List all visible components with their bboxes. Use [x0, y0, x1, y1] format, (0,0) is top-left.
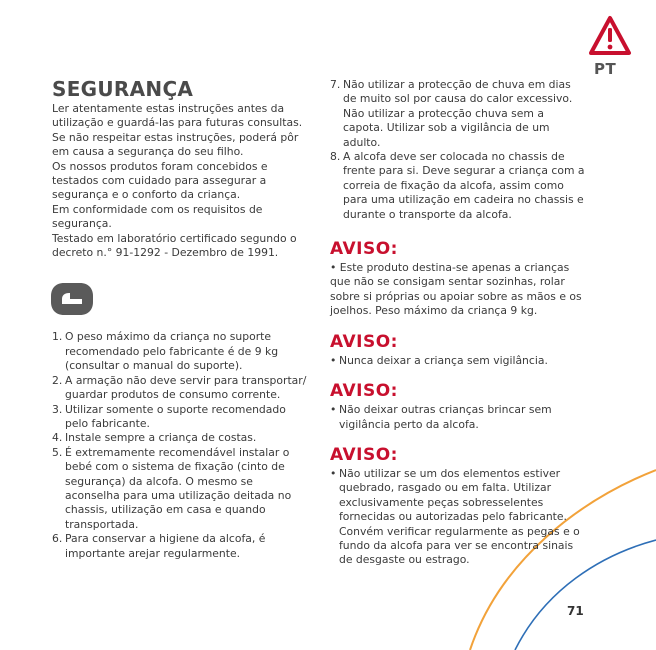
instructions-list-left: [52, 330, 310, 561]
item-number: 2.: [52, 373, 63, 387]
item-number: 1.: [52, 330, 63, 344]
warning-text: • Este produto destina-se apenas a crianças que não se consigam sentar sozinhas, rolar sobre si próprias ou apoiar sobre as mãos e os joelhos. Peso máximo da criança 9 kg.: [330, 261, 582, 318]
item-number: 6.: [52, 532, 63, 546]
warning-triangle-icon: [588, 15, 632, 57]
item-number: 5.: [52, 445, 63, 459]
warning-title: AVISO:: [330, 381, 398, 402]
item-text: A armação não deve servir para transportar/ guardar produtos de consumo corrente.: [65, 373, 307, 402]
warning-block: [330, 333, 586, 368]
intro-paragraph: Testado em laboratório certificado segundo o decreto n.° 91-1292 - Dezembro de 1991.: [52, 231, 297, 260]
page-title: SEGURANÇA: [52, 77, 194, 101]
warning-title: AVISO:: [330, 331, 398, 352]
item-number: 8.: [330, 150, 341, 164]
warning-text: • Não deixar outras crianças brincar sem vigilância perto da alcofa.: [330, 403, 586, 432]
instructions-list-right: [330, 78, 586, 222]
item-number: 3.: [52, 402, 63, 416]
list-item: [52, 431, 310, 445]
intro-paragraph: Ler atentamente estas instruções antes da utilização e guardá-las para futuras consultas. Se não respeitar estas instruções, poderá pôr em causa a segurança do seu filho.: [52, 102, 303, 159]
left-column: [52, 78, 310, 561]
intro-paragraph: Os nossos produtos foram concebidos e testados com cuidado para assegurar a segurança e o conforto da criança.: [52, 159, 268, 202]
list-item: [52, 532, 310, 561]
item-text: Para conservar a higiene da alcofa, é importante arejar regularmente.: [65, 532, 266, 560]
item-number: 7.: [330, 78, 341, 91]
list-item: [52, 330, 310, 373]
intro-text: [52, 102, 310, 260]
list-item: [52, 374, 310, 403]
item-text: Não utilizar a protecção de chuva em dias de muito sol por causa do calor excessivo. Não utilizar a protecção chuva sem a capota. Utilizar sob a vigilância de um adulto.: [343, 78, 573, 149]
list-item: [52, 446, 310, 532]
list-item: [330, 78, 586, 150]
warning-title: AVISO:: [330, 239, 398, 260]
warning-title: AVISO:: [330, 444, 398, 465]
warning-block: [330, 382, 586, 432]
item-text: O peso máximo da criança no suporte recomendado pelo fabricante é de 9 kg (consultar o manual do suporte).: [65, 330, 279, 373]
warning-text: • Nunca deixar a criança sem vigilância.: [330, 354, 586, 368]
warning-block: [330, 240, 586, 319]
list-item: [330, 150, 586, 222]
page-number: 71: [567, 604, 584, 618]
item-text: É extremamente recomendável instalar o bebé com o sistema de fixação (cinto de segurança) da alcofa. O mesmo se aconselha para uma utilização deitada no chassis, utilização em casa e quando transportada.: [65, 445, 292, 531]
warning-text: • Não utilizar se um dos elementos estiver quebrado, rasgado ou em falta. Utilizar exclusivamente peças sobresselentes fornecidas ou autorizadas pelo fabricante. Convém verificar regularmente as pegas e o fundo da alcofa para ver se encontra sinais de desgaste ou estrago.: [330, 467, 586, 568]
stroller-icon: [50, 282, 94, 316]
right-column: [330, 78, 586, 568]
item-text: Utilizar somente o suporte recomendado pelo fabricante.: [65, 402, 286, 430]
item-text: A alcofa deve ser colocada no chassis de frente para si. Deve segurar a criança com a correia de fixação da alcofa, assim como para uma utilização em cadeira no chassis e durante o transporte da alcofa.: [343, 150, 585, 221]
intro-paragraph: Em conformidade com os requisitos de segurança.: [52, 202, 263, 231]
language-code: PT: [594, 60, 617, 78]
warning-block: [330, 446, 586, 568]
list-item: [52, 403, 310, 432]
item-text: Instale sempre a criança de costas.: [65, 431, 257, 445]
item-number: 4.: [52, 431, 63, 445]
